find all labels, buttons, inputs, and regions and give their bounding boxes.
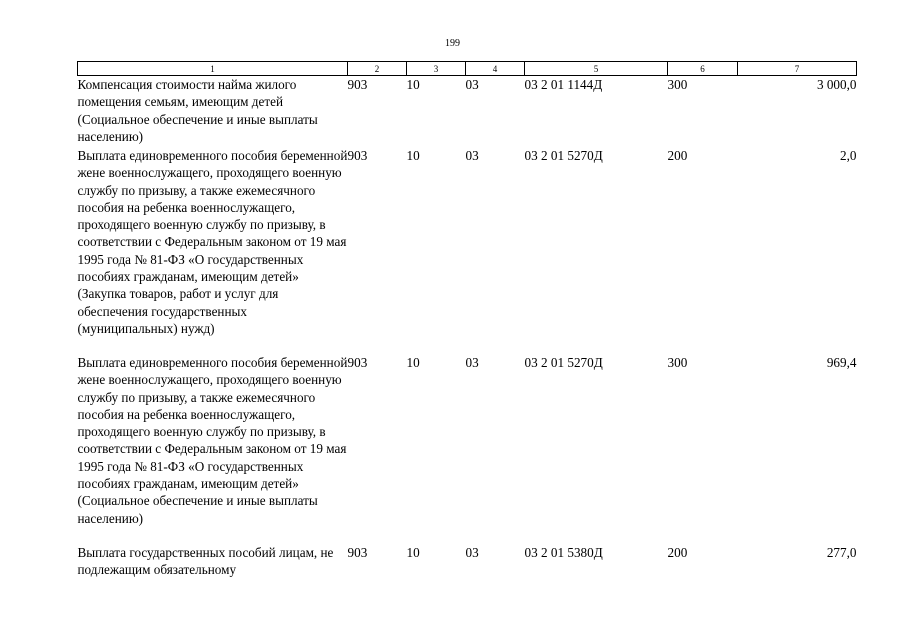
row-subsection-code: 03 xyxy=(465,545,479,560)
row-section-code: 10 xyxy=(406,355,420,370)
row-subsection-code: 03 xyxy=(465,355,479,370)
row-section-code: 10 xyxy=(406,148,420,163)
row-subsection-code: 03 xyxy=(465,148,479,163)
row-expense-type-code: 200 xyxy=(667,545,688,560)
row-target-code: 03 2 01 1144Д xyxy=(524,77,603,92)
row-section-code: 10 xyxy=(406,77,420,92)
row-ministry-code: 903 xyxy=(347,148,368,163)
column-number-7: 7 xyxy=(738,62,857,76)
row-expense-type-code: 300 xyxy=(667,355,688,370)
row-amount: 3 000,0 xyxy=(816,77,857,92)
column-number-1: 1 xyxy=(78,62,348,76)
table-row xyxy=(78,76,857,148)
page-number: 199 xyxy=(445,38,460,49)
budget-table xyxy=(77,61,857,584)
row-description: Выплата единовременного пособия беременной жене военнослужащего, проходящего военную службу по призыву, а также ежемесячного пособия на ребенка военнослужащего, проходящего военную службу по призыву, в соответствии с Федеральным законом от 19 мая 1995 года № 81-ФЗ «О государственных пособиях гражданам, имеющим детей» (Социальное обеспечение и иные выплаты населению) xyxy=(77,355,348,526)
row-description: Компенсация стоимости найма жилого помещения семьям, имеющим детей (Социальное обеспечение и иные выплаты населению) xyxy=(77,77,318,144)
table-row xyxy=(78,544,857,584)
row-ministry-code: 903 xyxy=(347,545,368,560)
row-amount: 2,0 xyxy=(840,148,857,163)
table-row xyxy=(78,354,857,544)
row-target-code: 03 2 01 5380Д xyxy=(524,545,603,560)
row-ministry-code: 903 xyxy=(347,355,368,370)
row-expense-type-code: 300 xyxy=(667,77,688,92)
column-number-4: 4 xyxy=(466,62,525,76)
row-description: Выплата государственных пособий лицам, не подлежащим обязательному xyxy=(77,545,334,578)
column-number-2: 2 xyxy=(348,62,407,76)
column-number-5: 5 xyxy=(525,62,668,76)
column-number-6: 6 xyxy=(668,62,738,76)
row-amount: 277,0 xyxy=(826,545,857,560)
column-number-header-row xyxy=(78,62,857,76)
table-row xyxy=(78,147,857,354)
row-expense-type-code: 200 xyxy=(667,148,688,163)
row-section-code: 10 xyxy=(406,545,420,560)
row-target-code: 03 2 01 5270Д xyxy=(524,148,603,163)
row-amount: 969,4 xyxy=(826,355,857,370)
column-number-3: 3 xyxy=(407,62,466,76)
row-target-code: 03 2 01 5270Д xyxy=(524,355,603,370)
row-subsection-code: 03 xyxy=(465,77,479,92)
row-description: Выплата единовременного пособия беременной жене военнослужащего, проходящего военную службу по призыву, а также ежемесячного пособия на ребенка военнослужащего, проходящего военную службу по призыву, в соответствии с Федеральным законом от 19 мая 1995 года № 81-ФЗ «О государственных пособиях гражданам, имеющим детей» (Закупка товаров, работ и услуг для обеспечения государственных (муниципальных) нужд) xyxy=(77,148,348,336)
row-ministry-code: 903 xyxy=(347,77,368,92)
